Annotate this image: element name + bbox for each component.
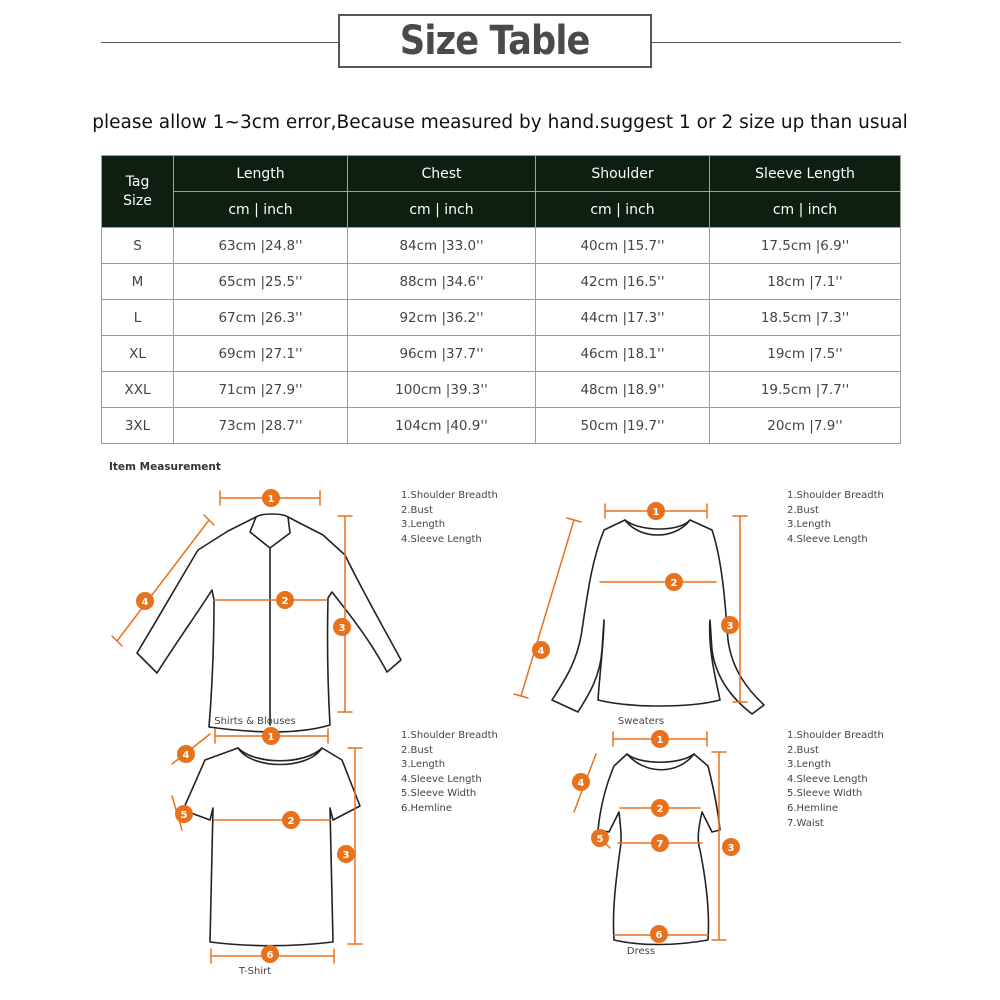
list-item: 2.Bust: [787, 504, 819, 516]
dress-measurement-list: [787, 729, 884, 831]
list-item: 1.Shoulder Breadth: [787, 730, 884, 741]
list-item: 6.Hemline: [787, 802, 839, 814]
svg-text:3: 3: [726, 621, 734, 632]
length-cell: 69cm |27.1'': [174, 336, 348, 372]
sleeve-cell: 19.5cm |7.7'': [710, 372, 901, 408]
chest-cell: 100cm |39.3'': [348, 372, 536, 408]
svg-text:3: 3: [727, 843, 735, 854]
chest-cell: 92cm |36.2'': [348, 300, 536, 336]
length-cell: 63cm |24.8'': [174, 228, 348, 264]
svg-text:6: 6: [266, 950, 274, 961]
list-item: 2.Bust: [401, 504, 433, 516]
size-note: please allow 1~3cm error,Because measured by hand.suggest 1 or 2 size up than usual: [92, 112, 908, 133]
size-cell: M: [102, 264, 174, 300]
svg-text:3: 3: [342, 850, 350, 861]
list-item: 4.Sleeve Length: [787, 533, 868, 545]
unit-header: cm | inch: [348, 192, 536, 228]
chest-cell: 104cm |40.9'': [348, 408, 536, 444]
sweaters-caption: Sweaters: [617, 716, 665, 727]
sleeve-cell: 20cm |7.9'': [710, 408, 901, 444]
list-item: 4.Sleeve Length: [787, 773, 868, 785]
svg-text:1: 1: [652, 507, 660, 518]
svg-text:1: 1: [656, 735, 664, 746]
chest-cell: 88cm |34.6'': [348, 264, 536, 300]
svg-text:4: 4: [141, 597, 149, 608]
svg-text:5: 5: [596, 834, 604, 845]
list-item: 1.Shoulder Breadth: [401, 730, 498, 741]
shirts-caption: Shirts & Blouses: [214, 716, 296, 727]
tag-size-header: Tag Size: [102, 156, 174, 228]
shoulder-cell: 50cm |19.7'': [536, 408, 710, 444]
unit-header: cm | inch: [174, 192, 348, 228]
page-title: Size Table: [400, 18, 590, 64]
list-item: 5.Sleeve Width: [787, 788, 863, 800]
length-cell: 71cm |27.9'': [174, 372, 348, 408]
shoulder-cell: 42cm |16.5'': [536, 264, 710, 300]
sleeve-cell: 17.5cm |6.9'': [710, 228, 901, 264]
list-item: 4.Sleeve Length: [401, 773, 482, 785]
col-header-length: Length: [174, 156, 348, 192]
item-measurement-title: Item Measurement: [109, 461, 221, 473]
length-cell: 73cm |28.7'': [174, 408, 348, 444]
sleeve-cell: 18.5cm |7.3'': [710, 300, 901, 336]
shirt-illustration: [137, 514, 401, 732]
list-item: 3.Length: [401, 759, 446, 771]
svg-text:4: 4: [182, 750, 190, 761]
shoulder-cell: 46cm |18.1'': [536, 336, 710, 372]
sleeve-cell: 19cm |7.5'': [710, 336, 901, 372]
unit-header: cm | inch: [710, 192, 901, 228]
size-cell: XXL: [102, 372, 174, 408]
col-header-shoulder: Shoulder: [536, 156, 710, 192]
list-item: 2.Bust: [401, 744, 433, 756]
list-item: 1.Shoulder Breadth: [401, 490, 498, 501]
chest-cell: 96cm |37.7'': [348, 336, 536, 372]
col-header-chest: Chest: [348, 156, 536, 192]
svg-text:2: 2: [287, 816, 295, 827]
col-header-sleeve-length: Sleeve Length: [710, 156, 901, 192]
list-item: 4.Sleeve Length: [401, 533, 482, 545]
list-item: 6.Hemline: [401, 802, 453, 814]
shirt-measure-markers: [136, 489, 351, 636]
list-item: 3.Length: [787, 759, 832, 771]
shoulder-cell: 40cm |15.7'': [536, 228, 710, 264]
unit-header: cm | inch: [536, 192, 710, 228]
tshirt-marker-numbers: [181, 732, 350, 961]
shoulder-cell: 48cm |18.9'': [536, 372, 710, 408]
list-item: 5.Sleeve Width: [401, 788, 477, 800]
list-item: 3.Length: [787, 519, 832, 531]
sweaters-measurement-list: [787, 489, 884, 547]
svg-text:5: 5: [180, 810, 188, 821]
size-cell: XL: [102, 336, 174, 372]
size-cell: S: [102, 228, 174, 264]
length-cell: 65cm |25.5'': [174, 264, 348, 300]
svg-text:1: 1: [267, 732, 275, 743]
list-item: 7.Waist: [787, 817, 824, 829]
svg-text:7: 7: [656, 839, 664, 850]
shirts-measurement-list: [401, 489, 498, 547]
chest-cell: 84cm |33.0'': [348, 228, 536, 264]
svg-text:4: 4: [537, 646, 545, 657]
svg-text:1: 1: [267, 494, 275, 505]
svg-text:3: 3: [338, 623, 346, 634]
length-cell: 67cm |26.3'': [174, 300, 348, 336]
size-cell: 3XL: [102, 408, 174, 444]
size-cell: L: [102, 300, 174, 336]
svg-text:2: 2: [670, 578, 678, 589]
svg-text:6: 6: [655, 930, 663, 941]
tshirt-illustration: [180, 748, 360, 946]
svg-text:4: 4: [577, 778, 585, 789]
svg-text:2: 2: [656, 804, 664, 815]
sweater-measure-lines: [514, 504, 747, 702]
dress-caption: Dress: [626, 946, 656, 957]
tshirt-caption: T-Shirt: [238, 966, 272, 977]
shirt-marker-numbers: [142, 494, 346, 634]
list-item: 3.Length: [401, 519, 446, 531]
sleeve-cell: 18cm |7.1'': [710, 264, 901, 300]
list-item: 2.Bust: [787, 744, 819, 756]
svg-text:2: 2: [281, 596, 289, 607]
tshirt-measurement-list: [401, 729, 498, 817]
list-item: 1.Shoulder Breadth: [787, 490, 884, 501]
shoulder-cell: 44cm |17.3'': [536, 300, 710, 336]
